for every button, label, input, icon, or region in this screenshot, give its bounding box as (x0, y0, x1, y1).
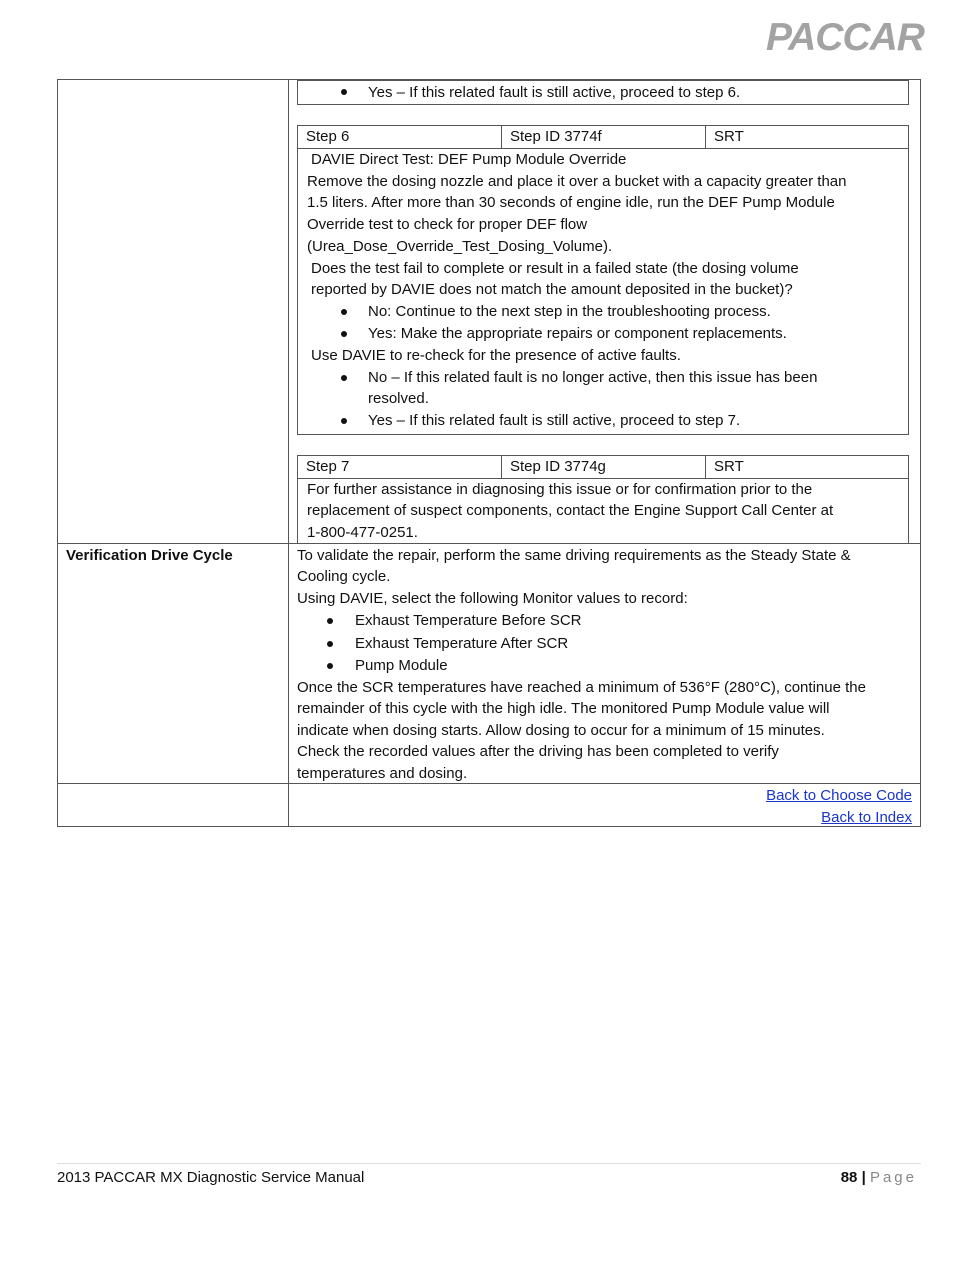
step6-yes-bullet: Yes: Make the appropriate repairs or component replacements. (368, 325, 787, 342)
verification-text: Check the recorded values after the driving has been completed to verify (297, 743, 779, 760)
step6-still-active-bullet: Yes – If this related fault is still active, proceed to step 7. (368, 412, 741, 429)
step5-yes-bullet: Yes – If this related fault is still active, proceed to step 6. (368, 84, 741, 101)
bullet-icon (327, 618, 333, 624)
verification-text: Using DAVIE, select the following Monitor values to record: (297, 590, 688, 607)
bullet-icon (327, 641, 333, 647)
paccar-logo: PACCAR (766, 16, 924, 59)
step7-srt: SRT (705, 456, 908, 478)
step6-question: reported by DAVIE does not match the amount deposited in the bucket)? (311, 281, 793, 298)
verification-text: temperatures and dosing. (297, 765, 468, 782)
step7-header-row (298, 456, 908, 479)
step6-text: (Urea_Dose_Override_Test_Dosing_Volume). (307, 238, 613, 255)
procedure-table (57, 79, 921, 827)
step6-id: Step ID 3774f (501, 126, 705, 148)
step6-number: Step 6 (306, 128, 350, 145)
step7-text: For further assistance in diagnosing this issue or for confirmation prior to the (307, 481, 813, 498)
page-word: Page (869, 1169, 917, 1186)
back-to-choose-code-link[interactable]: Back to Choose Code (766, 787, 912, 804)
row-divider (58, 783, 920, 784)
step6-no-active-bullet: No – If this related fault is no longer active, then this issue has been (368, 369, 818, 386)
step6-srt: SRT (705, 126, 908, 148)
step6-title: DAVIE Direct Test: DEF Pump Module Override (311, 151, 627, 168)
bullet-icon (341, 89, 347, 95)
bullet-icon (327, 663, 333, 669)
step6-header-row (298, 126, 908, 149)
bullet-icon (341, 418, 347, 424)
verification-text: remainder of this cycle with the high idle. The monitored Pump Module value will (297, 700, 830, 717)
step6-table (297, 125, 909, 435)
footer-page (841, 1168, 917, 1188)
page-number: 88 (840, 1169, 858, 1186)
verification-text: Once the SCR temperatures have reached a minimum of 536°F (280°C), continue the (297, 679, 866, 696)
footer-manual-title: 2013 PACCAR MX Diagnostic Service Manual (57, 1169, 365, 1186)
step7-table (297, 455, 909, 544)
bullet-icon (341, 331, 347, 337)
step7-phone: 1-800-477-0251. (307, 524, 418, 541)
step7-number: Step 7 (306, 458, 350, 475)
monitor-value-item: Pump Module (355, 657, 448, 674)
step6-no-bullet: No: Continue to the next step in the troubleshooting process. (368, 303, 771, 320)
step6-text: 1.5 liters. After more than 30 seconds of engine idle, run the DEF Pump Module (307, 194, 835, 211)
back-to-index-link[interactable]: Back to Index (821, 809, 912, 826)
step7-id: Step ID 3774g (501, 456, 705, 478)
column-divider (288, 80, 289, 826)
bullet-icon (341, 375, 347, 381)
step6-text: Override test to check for proper DEF flow (307, 216, 588, 233)
verification-text: Cooling cycle. (297, 568, 391, 585)
monitor-value-item: Exhaust Temperature Before SCR (355, 612, 582, 629)
step5-continuation (297, 80, 909, 105)
bullet-icon (341, 309, 347, 315)
verification-text: To validate the repair, perform the same driving requirements as the Steady State & (297, 547, 851, 564)
page-separator: | (861, 1169, 866, 1186)
step6-no-active-bullet-cont: resolved. (368, 390, 429, 407)
verification-label: Verification Drive Cycle (66, 547, 233, 564)
step6-recheck: Use DAVIE to re-check for the presence of active faults. (311, 347, 681, 364)
footer-divider (57, 1163, 921, 1164)
step6-question: Does the test fail to complete or result in a failed state (the dosing volume (311, 260, 799, 277)
monitor-value-item: Exhaust Temperature After SCR (355, 635, 569, 652)
step6-text: Remove the dosing nozzle and place it over a bucket with a capacity greater than (307, 173, 847, 190)
step7-text: replacement of suspect components, contact the Engine Support Call Center at (307, 502, 834, 519)
verification-text: indicate when dosing starts. Allow dosing to occur for a minimum of 15 minutes. (297, 722, 825, 739)
